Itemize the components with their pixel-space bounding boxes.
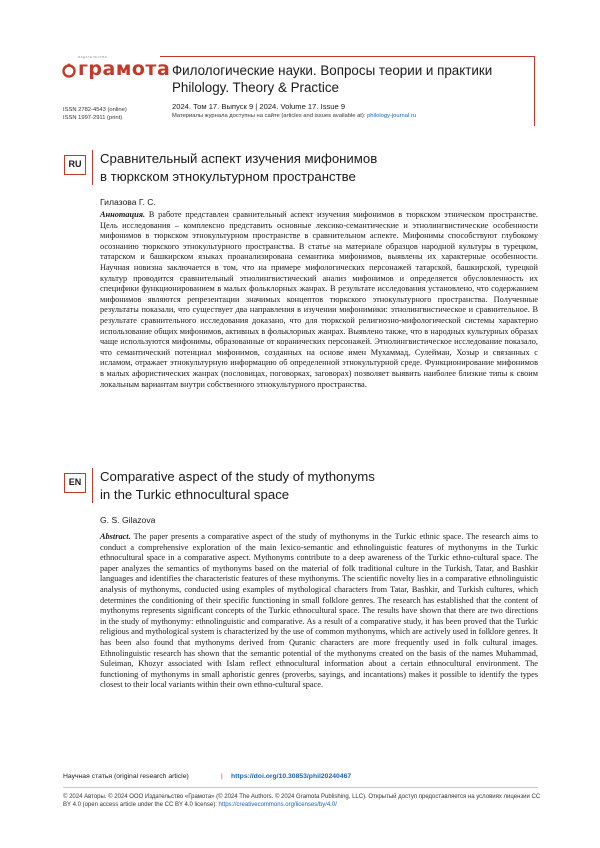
article-title-ru-line1: Сравнительный аспект изучения мифонимов <box>100 151 378 166</box>
en-title-rule <box>92 468 93 503</box>
author-en: G. S. Gilazova <box>100 515 156 525</box>
doi-link[interactable]: https://doi.org/10.30853/phil20240467 <box>231 773 352 780</box>
article-title-en <box>100 468 375 504</box>
abstract-ru-label: Аннотация. <box>100 210 146 219</box>
ru-title-rule <box>92 150 93 185</box>
abstract-ru-text: В работе представлен сравнительный аспект изучения мифонимов в тюркском этническом пространстве. Цель исследования – комплексно представить основные лексико-семантические и этнолингвистические особенности мифонимов в тюркском этнокультурном пространстве в сравнительном аспекте. Мифонимы способствуют глубокому осознанию тюркского этнокультурного пространства. В статье на материале образцов народной культуры в турецком, татарском и башкирском языках проанализирована семантика мифонимов, выявлены их характерные особенности. Научная новизна заключается в том, что на примере мифологических персонажей татарской, башкирской, турецкой культур проводится сравнительный этнолингвистический анализ мифонимов и определяется обусловленность их специфики функционированием в малых фольклорных жанрах. В результате исследования установлено, что содержанием мифонимов являются репрезентации значимых концептов тюркского этнокультурного пространства. Полученные результаты показали, что существует два направления в изучении мифонимики: этнолингвистическое и сравнительное. В результате сравнительного исследования доказано, что для тюркской религиозно-мифологической системы характерно использование общих мифонимов, активных в фольклорных жанрах. Выявлено также, что в народных культурных образах чаще используются мифонимы, образованные от коранических персонажей. Этнолингвистическое исследование показало, что семантический потенциал мифонимов, созданных на основе имен Мухаммад, Сулейман, Хозыр и связанных с исламом, отражает этнокультурную информацию об определенной этнокультурной среде. Функционирование мифонимов в малых афористических жанрах (пословицах, поговорках, заговорах) позволяет выявить наиболее близкие типы к своим локальным вариантам внутри собственного этнокультурного пространства. <box>100 210 538 389</box>
footer-separator: | <box>221 773 223 780</box>
language-badge-ru: RU <box>64 155 86 175</box>
article-title-ru-line2: в тюркском этнокультурном пространстве <box>100 169 356 184</box>
logo-wordmark: грамота <box>78 58 171 80</box>
issn-online: ISSN 2782-4543 (online) <box>63 107 127 113</box>
journal-title <box>172 62 492 96</box>
article-title-ru <box>100 150 377 186</box>
availability-text: Материалы журнала доступны на сайте (articles and issues available at): <box>172 113 366 119</box>
license-text: © 2024 Авторы. © 2024 ООО Издательство «Грамота» (© 2024 The Authors. © 2024 Gramota Publishing, LLC). Открытый доступ предоставляется на условиях лицензии CC BY 4.0 (open access article under the CC BY 4.0 license): <box>63 794 541 809</box>
journal-availability-note <box>172 113 416 119</box>
article-title-en-line1: Comparative aspect of the study of mythonyms <box>100 469 375 484</box>
logo-tagline: ИЗДАТЕЛЬСТВО <box>78 55 108 59</box>
article-title-en-line2: in the Turkic ethnocultural space <box>100 487 290 502</box>
journal-issue: 2024. Том 17. Выпуск 9 | 2024. Volume 17. Issue 9 <box>172 102 346 111</box>
abstract-en-text: The paper presents a comparative aspect of the study of mythonyms in the Turkic ethnic space. The research aims to conduct a comprehensive exploration of the main lexico-semantic and ethnolinguistic features of mythonyms in the Turkic ethnocultural space in a comparative aspect. Mythonyms contribute to a deep awareness of the Turkic ethno-cultural space. The paper analyzes the semantics of mythonyms based on the material of folk traditional culture in the Turkish, Tatar, and Bashkir languages and identifies the characteristic features of these mythonyms. The scientific novelty lies in a comparative ethnolinguistic analysis of mythonyms, conducted using examples of mythological characters from Tatar, Bashkir, and Turkish cultures, which determines the conditioning of their specific functioning in small folklore genres. The research has established that the content of mythonyms represents significant concepts of the Turkic ethnocultural space. The results have shown that there are two directions in the study of mythonymy: ethnolinguistic and comparative. As a result of a comparative study, it has been proved that the Turkic religious and mythological system is characterized by the use of common mythonyms, which are actively used in folklore genres. It has been also found that mythonyms derived from Quranic characters are more frequently used in folk cultural images. Ethnolinguistic research has shown that the semantic potential of the mythonyms created on the basis of the names Muhammad, Suleiman, Khozyr associated with Islam reflect ethnocultural information about a certain ethnocultural environment. The functioning of mythonyms in small aphoristic genres (proverbs, sayings, and incantations) makes it possible to identify the types closest to their local variants within their own ethno-cultural space. <box>100 532 538 690</box>
abstract-en-label: Abstract. <box>100 532 131 541</box>
journal-title-ru: Филологические науки. Вопросы теории и практики <box>172 63 493 78</box>
author-ru: Гилазова Г. С. <box>100 197 156 207</box>
issn-block <box>63 106 127 122</box>
language-badge-en: EN <box>64 473 86 493</box>
journal-site-link[interactable]: philology-journal.ru <box>367 113 417 119</box>
abstract-ru <box>100 210 538 390</box>
license-notice <box>63 793 541 810</box>
license-link[interactable]: https://creativecommons.org/licenses/by/4.0/ <box>218 802 337 809</box>
issn-print: ISSN 1997-2911 (print) <box>63 115 123 121</box>
journal-title-en: Philology. Theory & Practice <box>172 80 339 95</box>
article-type: Научная статья (original research article) <box>63 773 189 780</box>
abstract-en <box>100 532 538 691</box>
gramota-logo-mark <box>62 62 76 78</box>
footer-divider <box>63 787 538 788</box>
